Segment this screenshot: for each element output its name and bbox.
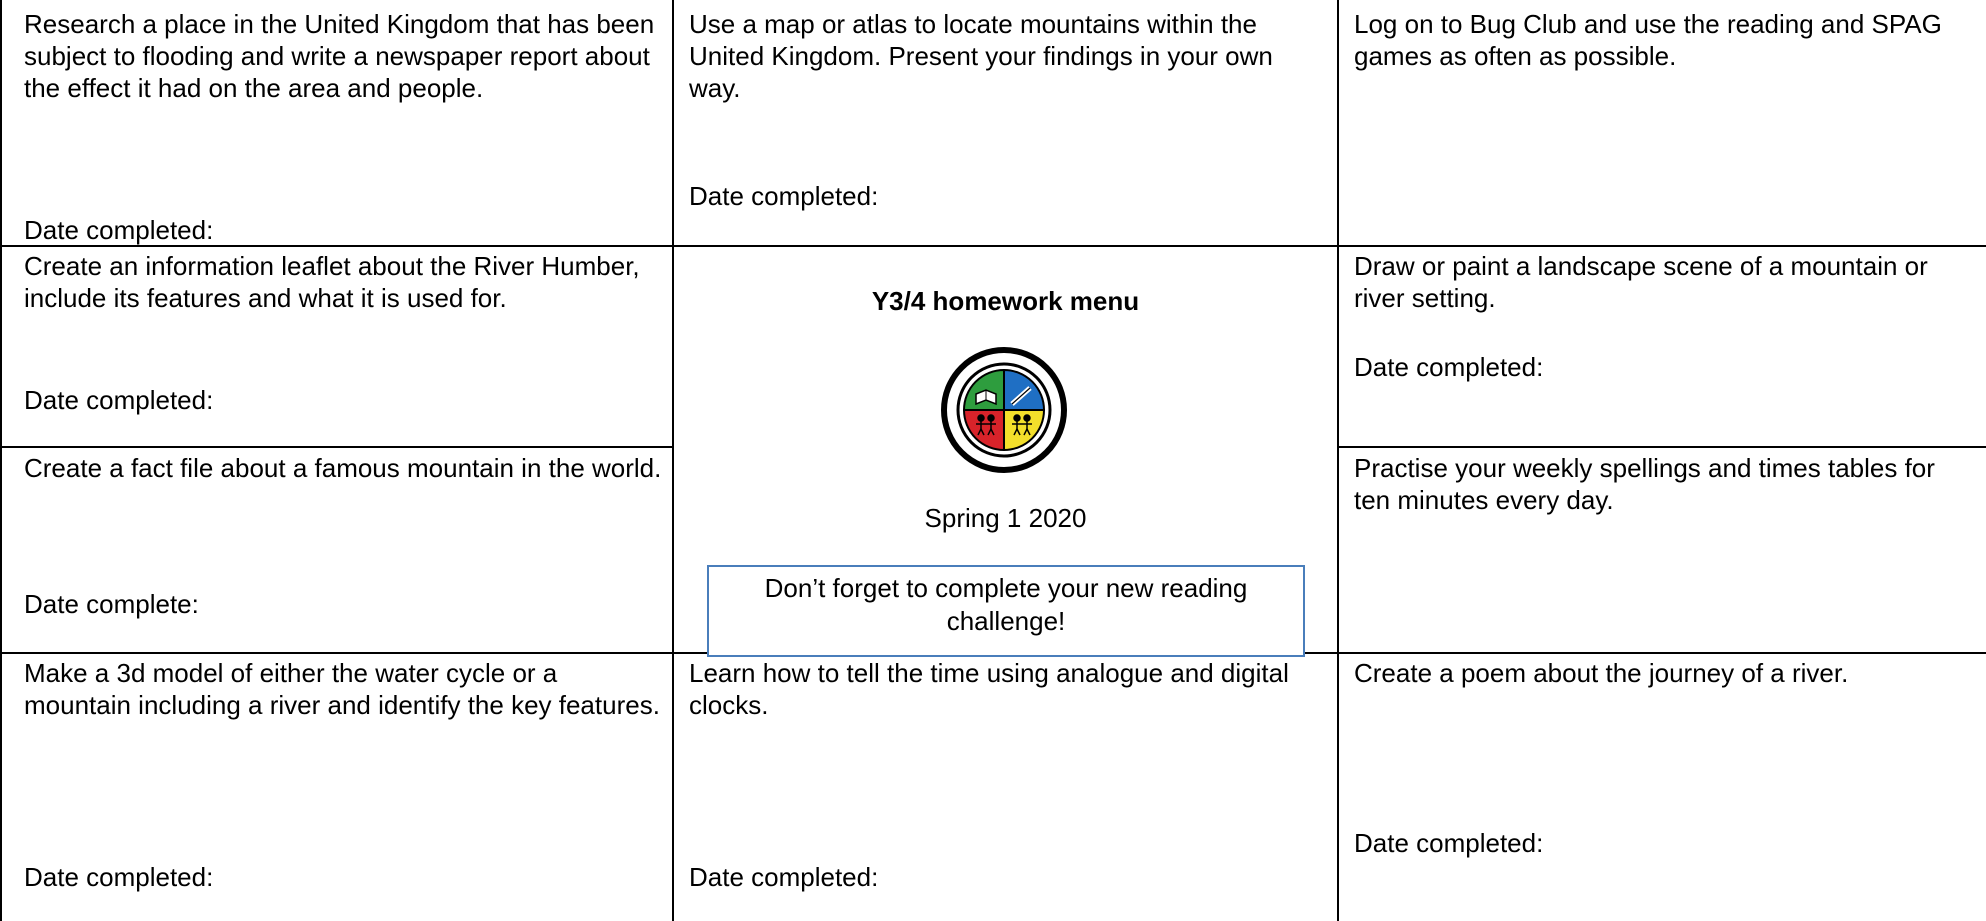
date-completed-label: Date completed: (24, 385, 214, 415)
task-cell-flooding (24, 8, 664, 244)
grid-line-h-2-right (1337, 446, 1986, 448)
date-completed-label: Date complete: (24, 589, 199, 619)
task-cell-spellings (1354, 452, 1964, 650)
grid-line-v-1 (672, 0, 674, 921)
task-text: Create a poem about the journey of a river. (1354, 658, 1849, 688)
task-cell-3d-model (24, 657, 664, 917)
date-completed-label: Date completed: (689, 862, 879, 892)
task-text: Log on to Bug Club and use the reading and SPAG games as often as possible. (1354, 9, 1950, 71)
grid-line-v-2 (1337, 0, 1339, 921)
date-completed-label: Date completed: (689, 181, 879, 211)
task-cell-fact-file (24, 452, 664, 650)
task-text: Create an information leaflet about the River Humber, include its features and what it is used for. (24, 251, 647, 313)
task-text: Practise your weekly spellings and times tables for ten minutes every day. (1354, 453, 1943, 515)
task-text: Learn how to tell the time using analogue and digital clocks. (689, 658, 1297, 720)
grid-line-h-1 (0, 245, 1986, 247)
task-text: Draw or paint a landscape scene of a mountain or river setting. (1354, 251, 1936, 313)
task-cell-landscape (1354, 250, 1964, 445)
task-cell-river-humber (24, 250, 664, 445)
task-cell-river-poem (1354, 657, 1964, 917)
reading-challenge-reminder: Don’t forget to complete your new reading challenge! (707, 565, 1305, 657)
term-label: Spring 1 2020 (924, 503, 1087, 533)
task-text: Use a map or atlas to locate mountains within the United Kingdom. Present your findings in your own way. (689, 9, 1281, 103)
task-text: Make a 3d model of either the water cycle or a mountain including a river and identify the key features. (24, 658, 660, 720)
date-completed-label: Date completed: (1354, 352, 1544, 382)
date-completed-label: Date completed: (24, 862, 214, 892)
task-cell-mountains-map (689, 8, 1329, 244)
school-logo-emblem (940, 346, 1068, 474)
task-cell-telling-time (689, 657, 1329, 917)
grid-line-h-2-left (0, 446, 673, 448)
school-logo (940, 346, 1068, 474)
task-cell-bug-club (1354, 8, 1964, 244)
date-completed-label: Date completed: (24, 215, 214, 245)
menu-title: Y3/4 homework menu (871, 286, 1140, 316)
task-text: Create a fact file about a famous mountain in the world. (24, 453, 662, 483)
task-text: Research a place in the United Kingdom that has been subject to flooding and write a newspaper report about the effect it had on the area and people. (24, 9, 662, 103)
date-completed-label: Date completed: (1354, 828, 1544, 858)
grid-line-v-left (0, 0, 2, 921)
